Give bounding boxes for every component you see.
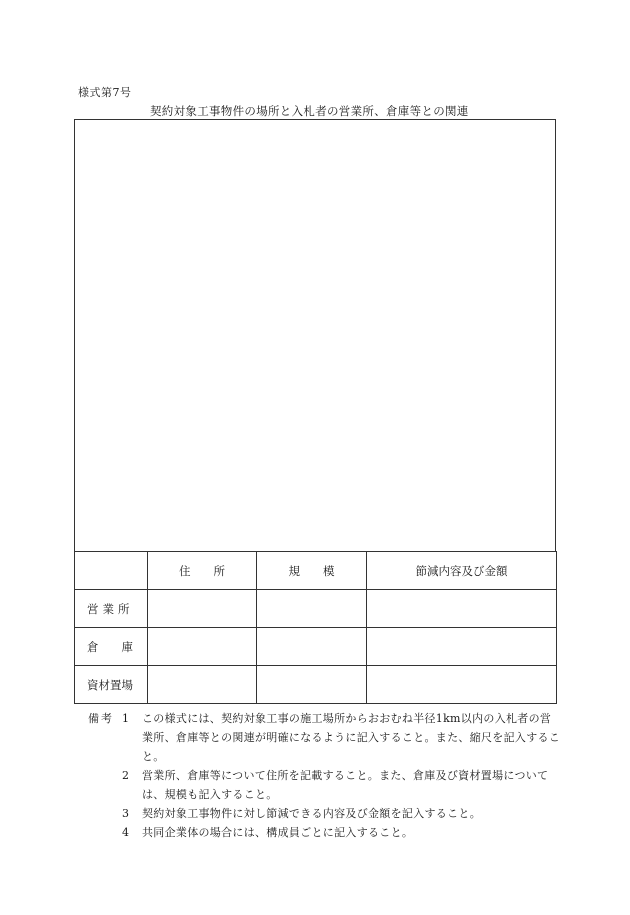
map-drawing-area bbox=[74, 119, 556, 552]
table-header-row bbox=[75, 552, 557, 590]
note-number: 1 bbox=[122, 712, 129, 725]
facility-table bbox=[74, 551, 557, 704]
row-label-warehouse: 倉 庫 bbox=[75, 628, 148, 666]
header-cell-address: 住 所 bbox=[148, 552, 257, 590]
header-cell-savings: 節減内容及び金額 bbox=[367, 552, 557, 590]
note-item bbox=[122, 823, 558, 842]
notes-heading: 備考 bbox=[88, 712, 114, 725]
note-item bbox=[122, 709, 561, 766]
cell-yard-scale[interactable] bbox=[257, 666, 367, 704]
cell-yard-address[interactable] bbox=[148, 666, 257, 704]
cell-warehouse-address[interactable] bbox=[148, 628, 257, 666]
cell-office-address[interactable] bbox=[148, 590, 257, 628]
header-cell-scale: 規 模 bbox=[257, 552, 367, 590]
note-number: 4 bbox=[122, 826, 129, 839]
note-text: この様式には、契約対象工事の施工場所からおおむね半径1km以内の入札者の営業所、倉庫等との関連が明確になるように記入すること。また、縮尺を記入すること。 bbox=[142, 712, 561, 763]
note-item bbox=[122, 804, 558, 823]
cell-warehouse-scale[interactable] bbox=[257, 628, 367, 666]
row-label-office: 営業所 bbox=[75, 590, 148, 628]
table-row bbox=[75, 628, 557, 666]
notes-section bbox=[88, 709, 561, 842]
cell-office-savings[interactable] bbox=[367, 590, 557, 628]
note-number: 3 bbox=[122, 807, 129, 820]
cell-warehouse-savings[interactable] bbox=[367, 628, 557, 666]
row-label-material-yard: 資材置場 bbox=[75, 666, 148, 704]
table-row bbox=[75, 590, 557, 628]
note-item bbox=[122, 766, 558, 804]
note-text: 共同企業体の場合には、構成員ごとに記入すること。 bbox=[142, 826, 414, 839]
note-text: 営業所、倉庫等について住所を記載すること。また、倉庫及び資材置場については、規模も記入すること。 bbox=[142, 769, 549, 801]
header-cell-empty bbox=[75, 552, 148, 590]
note-text: 契約対象工事物件に対し節減できる内容及び金額を記入すること。 bbox=[142, 807, 481, 820]
table-row bbox=[75, 666, 557, 704]
note-number: 2 bbox=[122, 769, 129, 782]
cell-office-scale[interactable] bbox=[257, 590, 367, 628]
cell-yard-savings[interactable] bbox=[367, 666, 557, 704]
form-number: 様式第7号 bbox=[78, 86, 132, 99]
form-title: 契約対象工事物件の場所と入札者の営業所、倉庫等との関連 bbox=[150, 104, 469, 118]
